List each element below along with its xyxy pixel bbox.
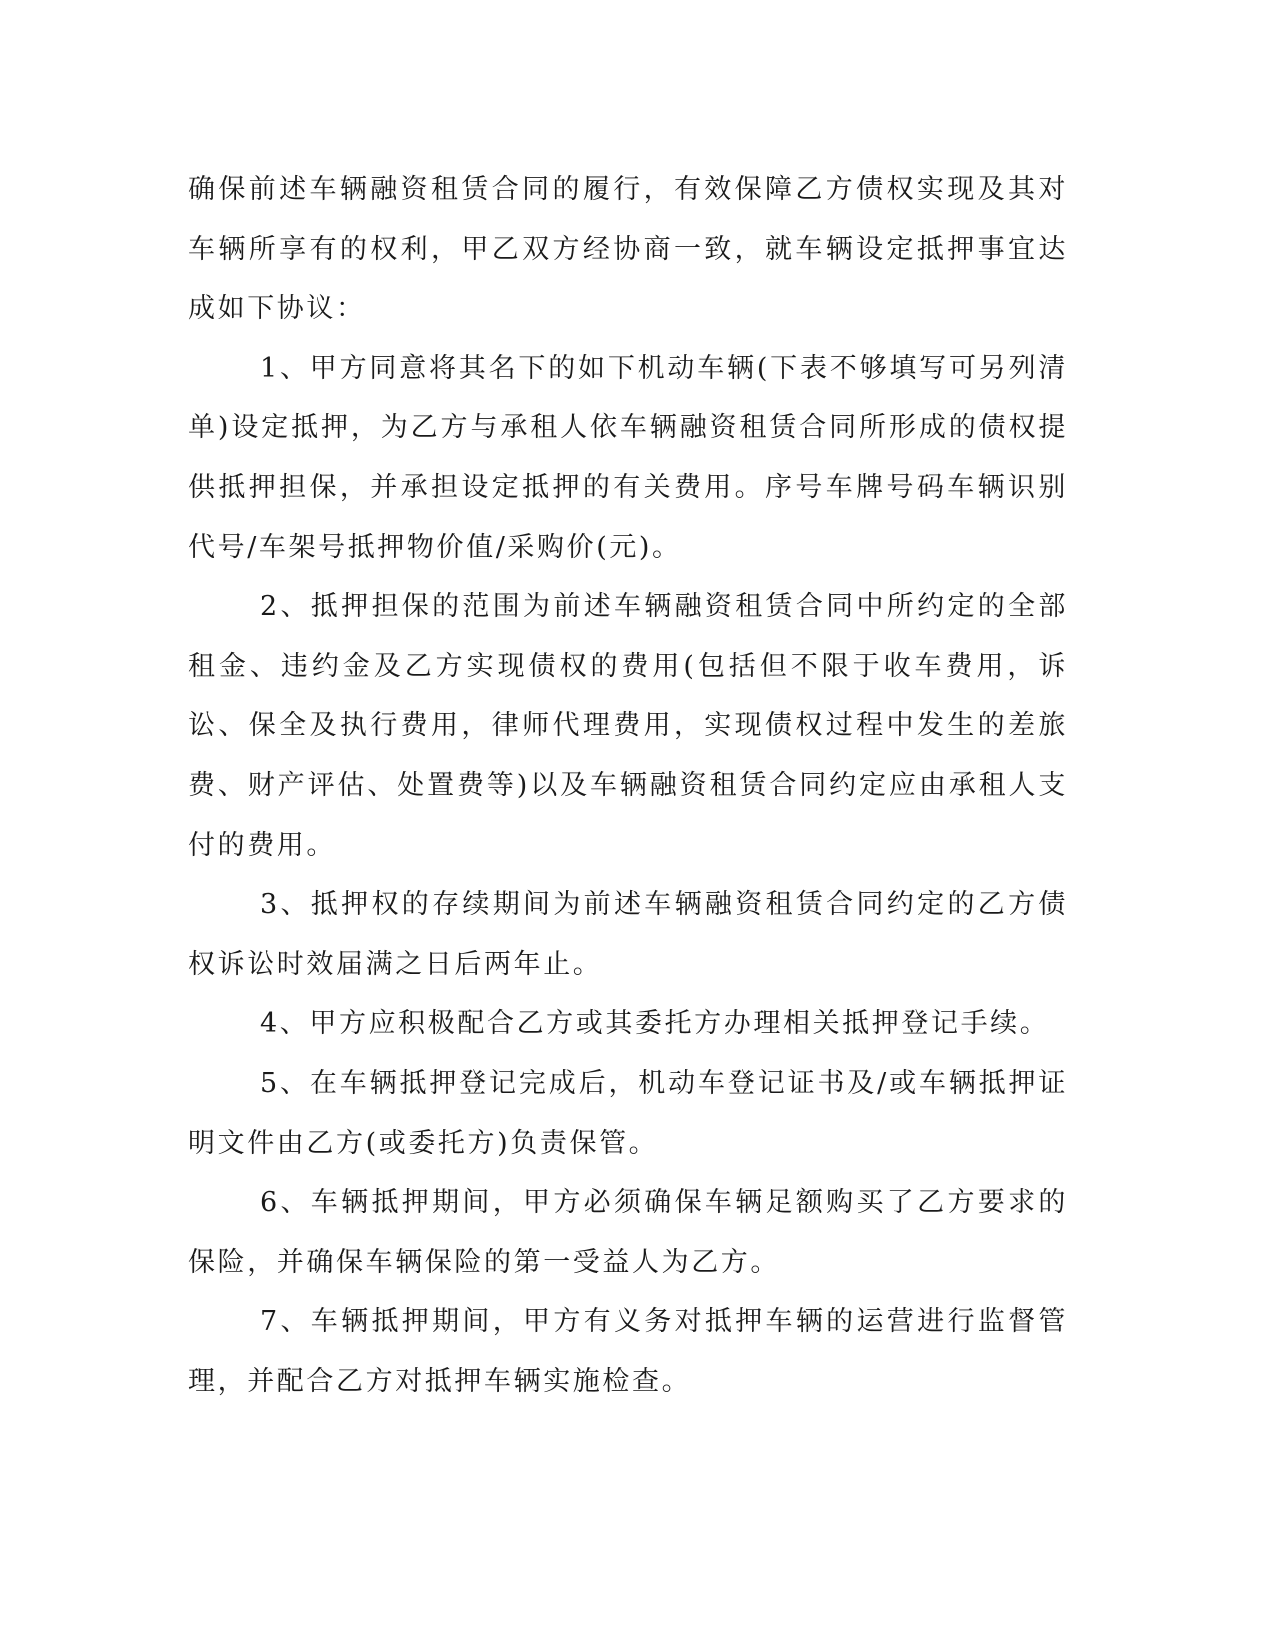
paragraph-intro: 确保前述车辆融资租赁合同的履行，有效保障乙方债权实现及其对车辆所享有的权利，甲乙双方经协商一致，就车辆设定抵押事宜达成如下协议： (188, 174, 1068, 325)
paragraph-clause-1: 1、甲方同意将其名下的如下机动车辆(下表不够填写可另列清单)设定抵押，为乙方与承租人依车辆融资租赁合同所形成的债权提供抵押担保，并承担设定抵押的有关费用。序号车牌号码车辆识别代号/车架号抵押物价值/采购价(元)。 (188, 352, 1068, 563)
paragraph-clause-6: 6、车辆抵押期间，甲方必须确保车辆足额购买了乙方要求的保险，并确保车辆保险的第一受益人为乙方。 (188, 1187, 1068, 1278)
paragraph-clause-4: 4、甲方应积极配合乙方或其委托方办理相关抵押登记手续。 (260, 1008, 1050, 1040)
document-body (188, 160, 1068, 1411)
paragraph-clause-5: 5、在车辆抵押登记完成后，机动车登记证书及/或车辆抵押证明文件由乙方(或委托方)负责保管。 (188, 1067, 1068, 1159)
paragraph-clause-7: 7、车辆抵押期间，甲方有义务对抵押车辆的运营进行监督管理，并配合乙方对抵押车辆实施检查。 (188, 1306, 1068, 1397)
paragraph-clause-2: 2、抵押担保的范围为前述车辆融资租赁合同中所约定的全部租金、违约金及乙方实现债权的费用(包括但不限于收车费用，诉讼、保全及执行费用，律师代理费用，实现债权过程中发生的差旅费、财产评估、处置费等)以及车辆融资租赁合同约定应由承租人支付的费用。 (188, 591, 1068, 861)
paragraph-clause-3: 3、抵押权的存续期间为前述车辆融资租赁合同约定的乙方债权诉讼时效届满之日后两年止。 (188, 889, 1068, 980)
